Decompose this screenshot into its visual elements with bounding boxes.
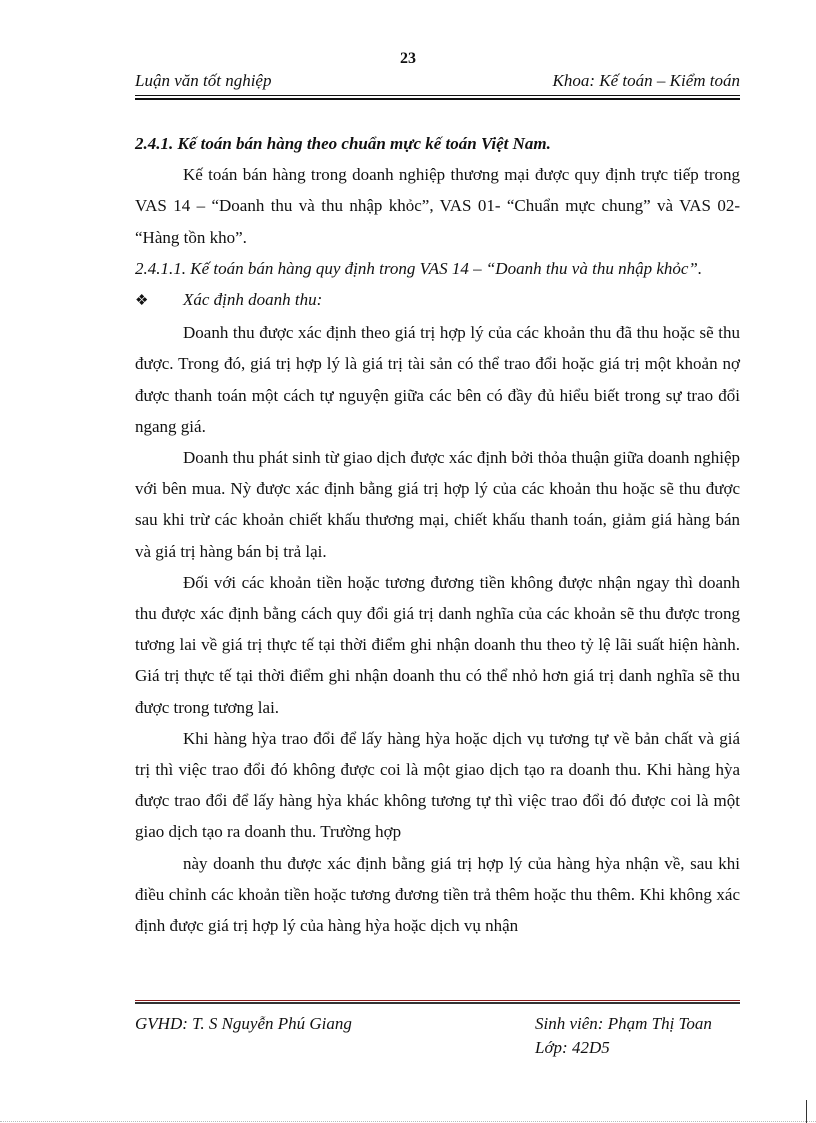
document-body: [135, 128, 740, 941]
paragraph: Doanh thu được xác định theo giá trị hợp lý của các khoản thu đã thu hoặc sẽ thu được. Trong đó, giá trị hợp lý là giá trị tài sản có thể trao đổi hoặc giá trị một khoản nợ được thanh toán một cách tự nguyện giữa các bên có đầy đủ hiểu biết trong sự trao đổi ngang giá.: [135, 323, 740, 436]
page-header: [135, 71, 740, 93]
footer-supervisor: GVHD: T. S Nguyễn Phú Giang: [135, 1014, 352, 1033]
page-corner-mark: [806, 1100, 807, 1123]
intro-paragraph: Kế toán bán hàng trong doanh nghiệp thương mại được quy định trực tiếp trong VAS 14 – “Doanh thu và thu nhập khỏc”, VAS 01- “Chuẩn mực chung” và VAS 02- “Hàng tồn kho”.: [135, 165, 740, 247]
header-right: Khoa: Kế toán – Kiểm toán: [552, 71, 740, 90]
footer-student-info: [535, 1012, 740, 1060]
footer-class: Lớp: 42D5: [535, 1038, 610, 1057]
page-bottom-dotted-line: [0, 1121, 816, 1122]
paragraph: này doanh thu được xác định bằng giá trị hợp lý của hàng hỳa nhận về, sau khi điều chỉnh các khoản tiền hoặc tương đương tiền trả thêm hoặc thu thêm. Khi không xác định được giá trị hợp lý của hàng hỳa hoặc dịch vụ nhận: [135, 853, 740, 936]
header-rule: [135, 95, 740, 100]
diamond-bullet-icon: ❖: [135, 293, 149, 310]
paragraph: Khi hàng hỳa trao đổi để lấy hàng hỳa hoặc dịch vụ tương tự về bản chất và giá trị thì việc trao đổi đó không được coi là một giao dịch tạo ra doanh thu. Khi hàng hỳa được trao đổi để lấy hàng hỳa khác không tương tự thì việc trao đổi đó được coi là một giao dịch tạo ra doanh thu. Trường hợp: [135, 728, 740, 842]
page-number: 23: [400, 50, 416, 67]
footer-student: Sinh viên: Phạm Thị Toan: [535, 1014, 712, 1033]
footer-rule: [135, 1000, 740, 1004]
bullet-item: [135, 284, 740, 317]
paragraph: Đối với các khoản tiền hoặc tương đương tiền không được nhận ngay thì doanh thu được xác định bằng cách quy đổi giá trị danh nghĩa của các khoản sẽ thu được trong tương lai về giá trị thực tế tại thời điểm ghi nhận doanh thu theo tỷ lệ lãi suất hiện hành. Giá trị thực tế tại thời điểm ghi nhận doanh thu có thể nhỏ hơn giá trị danh nghĩa sẽ thu được trong tương lai.: [135, 572, 740, 717]
section-title: 2.4.1. Kế toán bán hàng theo chuẩn mực kế toán Việt Nam.: [135, 134, 551, 153]
bullet-text: Xác định doanh thu:: [183, 290, 323, 310]
paragraph: Doanh thu phát sinh từ giao dịch được xác định bởi thỏa thuận giữa doanh nghiệp với bên mua. Nỳ được xác định bằng giá trị hợp lý của các khoản thu hoặc sẽ thu được sau khi trừ các khoản chiết khấu thương mại, chiết khấu thanh toán, giảm giá hàng bán và giá trị hàng bán bị trả lại.: [135, 448, 740, 561]
header-left: Luận văn tốt nghiệp: [135, 71, 272, 90]
subsection-title: 2.4.1.1. Kế toán bán hàng quy định trong VAS 14 – “Doanh thu và thu nhập khỏc”.: [135, 258, 703, 278]
